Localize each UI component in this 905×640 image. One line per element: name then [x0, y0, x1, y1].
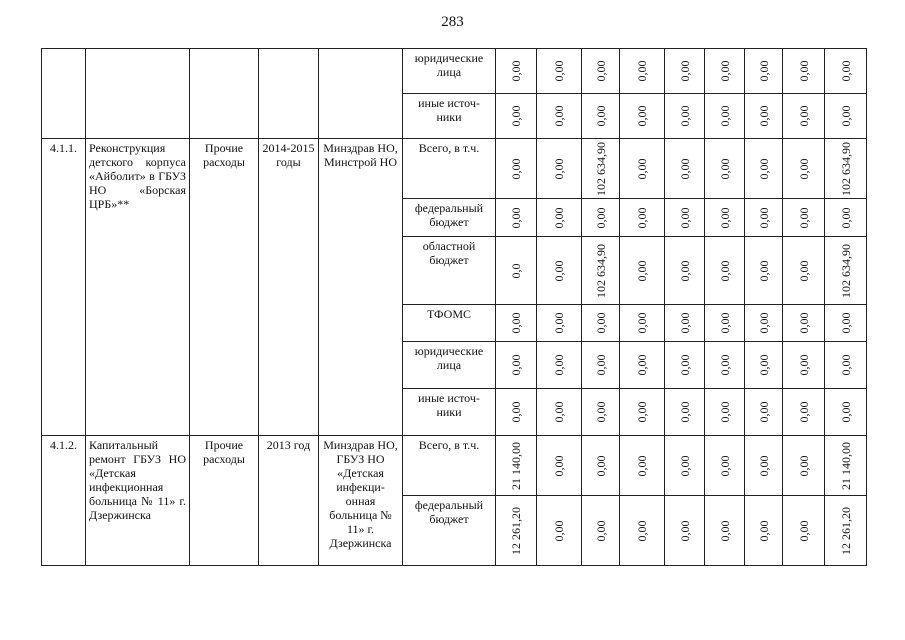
value-cell: [783, 389, 825, 436]
value-cell: [745, 49, 783, 94]
value-cell: [582, 237, 620, 305]
empty-cell: [42, 49, 86, 139]
value-cell: [665, 342, 705, 389]
value-text: 0,00: [552, 260, 566, 281]
value-cell: [496, 237, 537, 305]
value-cell: [620, 436, 665, 496]
value-cell: [705, 237, 745, 305]
value-text: 0,00: [796, 260, 811, 281]
value-cell: [783, 139, 825, 199]
value-cell: [745, 199, 783, 237]
value-cell: [620, 49, 665, 94]
period: 2014-2015 годы: [259, 139, 319, 436]
value-cell: [665, 389, 705, 436]
value-cell: [705, 94, 745, 139]
value-text: 102 634,90: [838, 243, 853, 298]
value-cell: [825, 436, 867, 496]
value-text: 0,00: [635, 60, 649, 82]
value-text: 0,00: [593, 105, 608, 127]
value-cell: [620, 199, 665, 237]
value-text: 0,00: [509, 354, 523, 376]
value-cell: [537, 94, 582, 139]
value-text: 0,00: [838, 354, 853, 376]
item-code: 4.1.2.: [42, 436, 86, 566]
value-text: 0,00: [838, 312, 853, 334]
value-cell: [783, 49, 825, 94]
value-cell: [496, 139, 537, 199]
value-text: 0,00: [756, 354, 771, 376]
value-text: 0,00: [552, 60, 566, 82]
value-cell: [665, 199, 705, 237]
value-cell: [783, 305, 825, 342]
value-cell: [783, 436, 825, 496]
value-text: 0,00: [796, 455, 811, 476]
expense-type: Прочие расходы: [190, 139, 259, 436]
value-cell: [537, 49, 582, 94]
value-cell: [582, 139, 620, 199]
value-text: 0,00: [717, 455, 732, 476]
value-text: 0,00: [593, 312, 608, 334]
value-cell: [665, 305, 705, 342]
value-text: 0,00: [756, 60, 771, 82]
value-text: 0,00: [756, 455, 771, 476]
value-cell: [783, 199, 825, 237]
value-text: 0,00: [677, 312, 692, 334]
value-cell: [620, 237, 665, 305]
value-text: 0,00: [552, 105, 566, 127]
value-text: 0,00: [509, 158, 523, 179]
value-cell: [825, 389, 867, 436]
value-text: 0,00: [756, 158, 771, 179]
period: 2013 год: [259, 436, 319, 566]
value-cell: [665, 436, 705, 496]
value-text: 0,00: [635, 207, 649, 228]
value-cell: [705, 389, 745, 436]
value-text: 21 140,00: [509, 441, 523, 490]
value-text: 0,00: [756, 401, 771, 423]
value-text: 12 261,20: [838, 506, 853, 555]
value-cell: [537, 305, 582, 342]
value-cell: [705, 305, 745, 342]
value-text: 0,00: [796, 401, 811, 423]
item-name: [86, 139, 190, 436]
value-text: 0,00: [838, 401, 853, 423]
value-cell: [825, 49, 867, 94]
expense-type: Прочие расходы: [190, 436, 259, 566]
value-text: 0,00: [796, 158, 811, 179]
value-text: 0,00: [509, 60, 523, 82]
value-cell: [825, 94, 867, 139]
item-code: 4.1.1.: [42, 139, 86, 436]
value-cell: [745, 237, 783, 305]
value-cell: [745, 389, 783, 436]
value-text: 0,00: [796, 312, 811, 334]
funding-source-label: федеральный бюджет: [403, 496, 496, 566]
value-cell: [745, 139, 783, 199]
item-name: [86, 436, 190, 566]
value-cell: [783, 342, 825, 389]
value-text: 0,00: [593, 455, 608, 476]
value-cell: [745, 305, 783, 342]
value-cell: [537, 342, 582, 389]
value-text: 0,00: [756, 520, 771, 541]
value-text: 0,00: [756, 312, 771, 334]
item-name-text: Капитальный ремонт ГБУЗ НО «Детская инфекционная больница № 11» г. Дзержинска: [89, 438, 186, 522]
value-cell: [705, 496, 745, 566]
empty-cell: [190, 49, 259, 139]
value-text: 0,00: [635, 354, 649, 376]
value-text: 0,00: [635, 105, 649, 127]
value-text: 0,00: [838, 207, 853, 228]
value-text: 21 140,00: [838, 441, 853, 490]
item-name-text: Реконструкция детского корпуса «Айболит» в ГБУЗ НО «Борская ЦРБ»**: [89, 141, 186, 211]
value-text: 0,00: [796, 520, 811, 541]
value-cell: [783, 496, 825, 566]
value-text: 0,00: [552, 312, 566, 334]
value-text: 0,00: [677, 105, 692, 127]
value-cell: [745, 94, 783, 139]
value-cell: [582, 199, 620, 237]
value-text: 0,00: [635, 312, 649, 334]
value-text: 0,00: [635, 455, 649, 476]
value-text: 0,00: [796, 354, 811, 376]
value-cell: [620, 389, 665, 436]
value-cell: [496, 305, 537, 342]
value-cell: [537, 496, 582, 566]
value-cell: [537, 237, 582, 305]
value-text: 0,00: [677, 354, 692, 376]
value-text: 0,00: [677, 260, 692, 281]
value-cell: [620, 496, 665, 566]
value-cell: [745, 436, 783, 496]
value-text: 0,00: [593, 520, 608, 541]
value-cell: [825, 342, 867, 389]
value-text: 0,00: [717, 312, 732, 334]
value-text: 0,00: [677, 207, 692, 228]
value-cell: [496, 389, 537, 436]
value-text: 0,00: [677, 520, 692, 541]
executor: Минздрав НО, ГБУЗ НО «Детская инфекци-онная больница № 11» г. Дзержинска: [319, 436, 403, 566]
value-text: 102 634,90: [838, 141, 853, 196]
value-text: 0,00: [552, 455, 566, 476]
value-cell: [582, 49, 620, 94]
value-cell: [620, 94, 665, 139]
value-text: 0,00: [635, 158, 649, 179]
value-text: 0,00: [717, 207, 732, 228]
value-cell: [705, 49, 745, 94]
funding-source-label: юридические лица: [403, 342, 496, 389]
funding-source-label: иные источ-ники: [403, 389, 496, 436]
table-row: [42, 49, 867, 94]
value-text: 0,00: [717, 260, 732, 281]
value-cell: [496, 94, 537, 139]
value-text: 0,00: [796, 105, 811, 127]
value-text: 0,00: [677, 455, 692, 476]
value-text: 0,00: [796, 207, 811, 228]
funding-source-label: Всего, в т.ч.: [403, 436, 496, 496]
value-cell: [582, 389, 620, 436]
table-row: [42, 436, 867, 496]
funding-source-label: федеральный бюджет: [403, 199, 496, 237]
funding-source-label: юридические лица: [403, 49, 496, 94]
value-cell: [783, 94, 825, 139]
value-text: 0,00: [838, 105, 853, 127]
executor: Минздрав НО, Минстрой НО: [319, 139, 403, 436]
value-cell: [496, 496, 537, 566]
budget-table: [41, 48, 867, 566]
value-text: 0,00: [677, 158, 692, 179]
value-text: 0,00: [593, 401, 608, 423]
value-text: 0,00: [677, 60, 692, 82]
value-cell: [665, 94, 705, 139]
value-text: 0,00: [677, 401, 692, 423]
value-cell: [582, 496, 620, 566]
value-text: 0,00: [552, 354, 566, 376]
value-text: 0,00: [838, 60, 853, 82]
value-cell: [537, 389, 582, 436]
value-text: 0,00: [717, 520, 732, 541]
value-cell: [745, 342, 783, 389]
page-number: 283: [441, 14, 464, 30]
value-text: 0,00: [717, 354, 732, 376]
value-cell: [537, 199, 582, 237]
empty-cell: [319, 49, 403, 139]
value-text: 0,0: [509, 263, 523, 278]
value-text: 0,00: [552, 401, 566, 423]
value-cell: [825, 139, 867, 199]
value-text: 0,00: [796, 60, 811, 82]
value-cell: [537, 436, 582, 496]
value-text: 0,00: [593, 60, 608, 82]
value-text: 0,00: [552, 158, 566, 179]
value-text: 0,00: [593, 207, 608, 228]
table-row: [42, 139, 867, 199]
value-text: 102 634,90: [593, 141, 608, 196]
value-text: 0,00: [717, 158, 732, 179]
value-cell: [665, 49, 705, 94]
value-cell: [825, 237, 867, 305]
value-text: 0,00: [756, 260, 771, 281]
value-cell: [825, 305, 867, 342]
value-cell: [705, 436, 745, 496]
funding-source-label: областной бюджет: [403, 237, 496, 305]
funding-source-label: Всего, в т.ч.: [403, 139, 496, 199]
value-cell: [620, 139, 665, 199]
value-cell: [705, 139, 745, 199]
value-cell: [783, 237, 825, 305]
value-text: 0,00: [509, 401, 523, 423]
value-text: 0,00: [756, 207, 771, 228]
value-cell: [665, 496, 705, 566]
value-text: 0,00: [635, 260, 649, 281]
value-text: 102 634,90: [593, 243, 608, 298]
value-cell: [620, 305, 665, 342]
value-cell: [496, 342, 537, 389]
value-text: 0,00: [509, 105, 523, 127]
value-cell: [496, 436, 537, 496]
value-text: 0,00: [717, 105, 732, 127]
value-cell: [825, 496, 867, 566]
value-cell: [582, 436, 620, 496]
value-cell: [620, 342, 665, 389]
value-cell: [705, 342, 745, 389]
value-text: 0,00: [756, 105, 771, 127]
value-cell: [582, 305, 620, 342]
value-cell: [496, 199, 537, 237]
value-text: 0,00: [509, 207, 523, 228]
value-text: 0,00: [593, 354, 608, 376]
value-text: 0,00: [635, 401, 649, 423]
empty-cell: [259, 49, 319, 139]
value-cell: [665, 139, 705, 199]
value-text: 0,00: [509, 312, 523, 334]
value-text: 0,00: [717, 60, 732, 82]
value-text: 0,00: [552, 520, 566, 541]
value-cell: [745, 496, 783, 566]
empty-cell: [86, 49, 190, 139]
value-cell: [496, 49, 537, 94]
funding-source-label: ТФОМС: [403, 305, 496, 342]
value-cell: [582, 94, 620, 139]
value-cell: [537, 139, 582, 199]
value-cell: [665, 237, 705, 305]
value-text: 0,00: [552, 207, 566, 228]
value-text: 0,00: [717, 401, 732, 423]
value-text: 0,00: [635, 520, 649, 541]
funding-source-label: иные источ-ники: [403, 94, 496, 139]
value-text: 12 261,20: [509, 506, 523, 555]
value-cell: [825, 199, 867, 237]
value-cell: [705, 199, 745, 237]
value-cell: [582, 342, 620, 389]
